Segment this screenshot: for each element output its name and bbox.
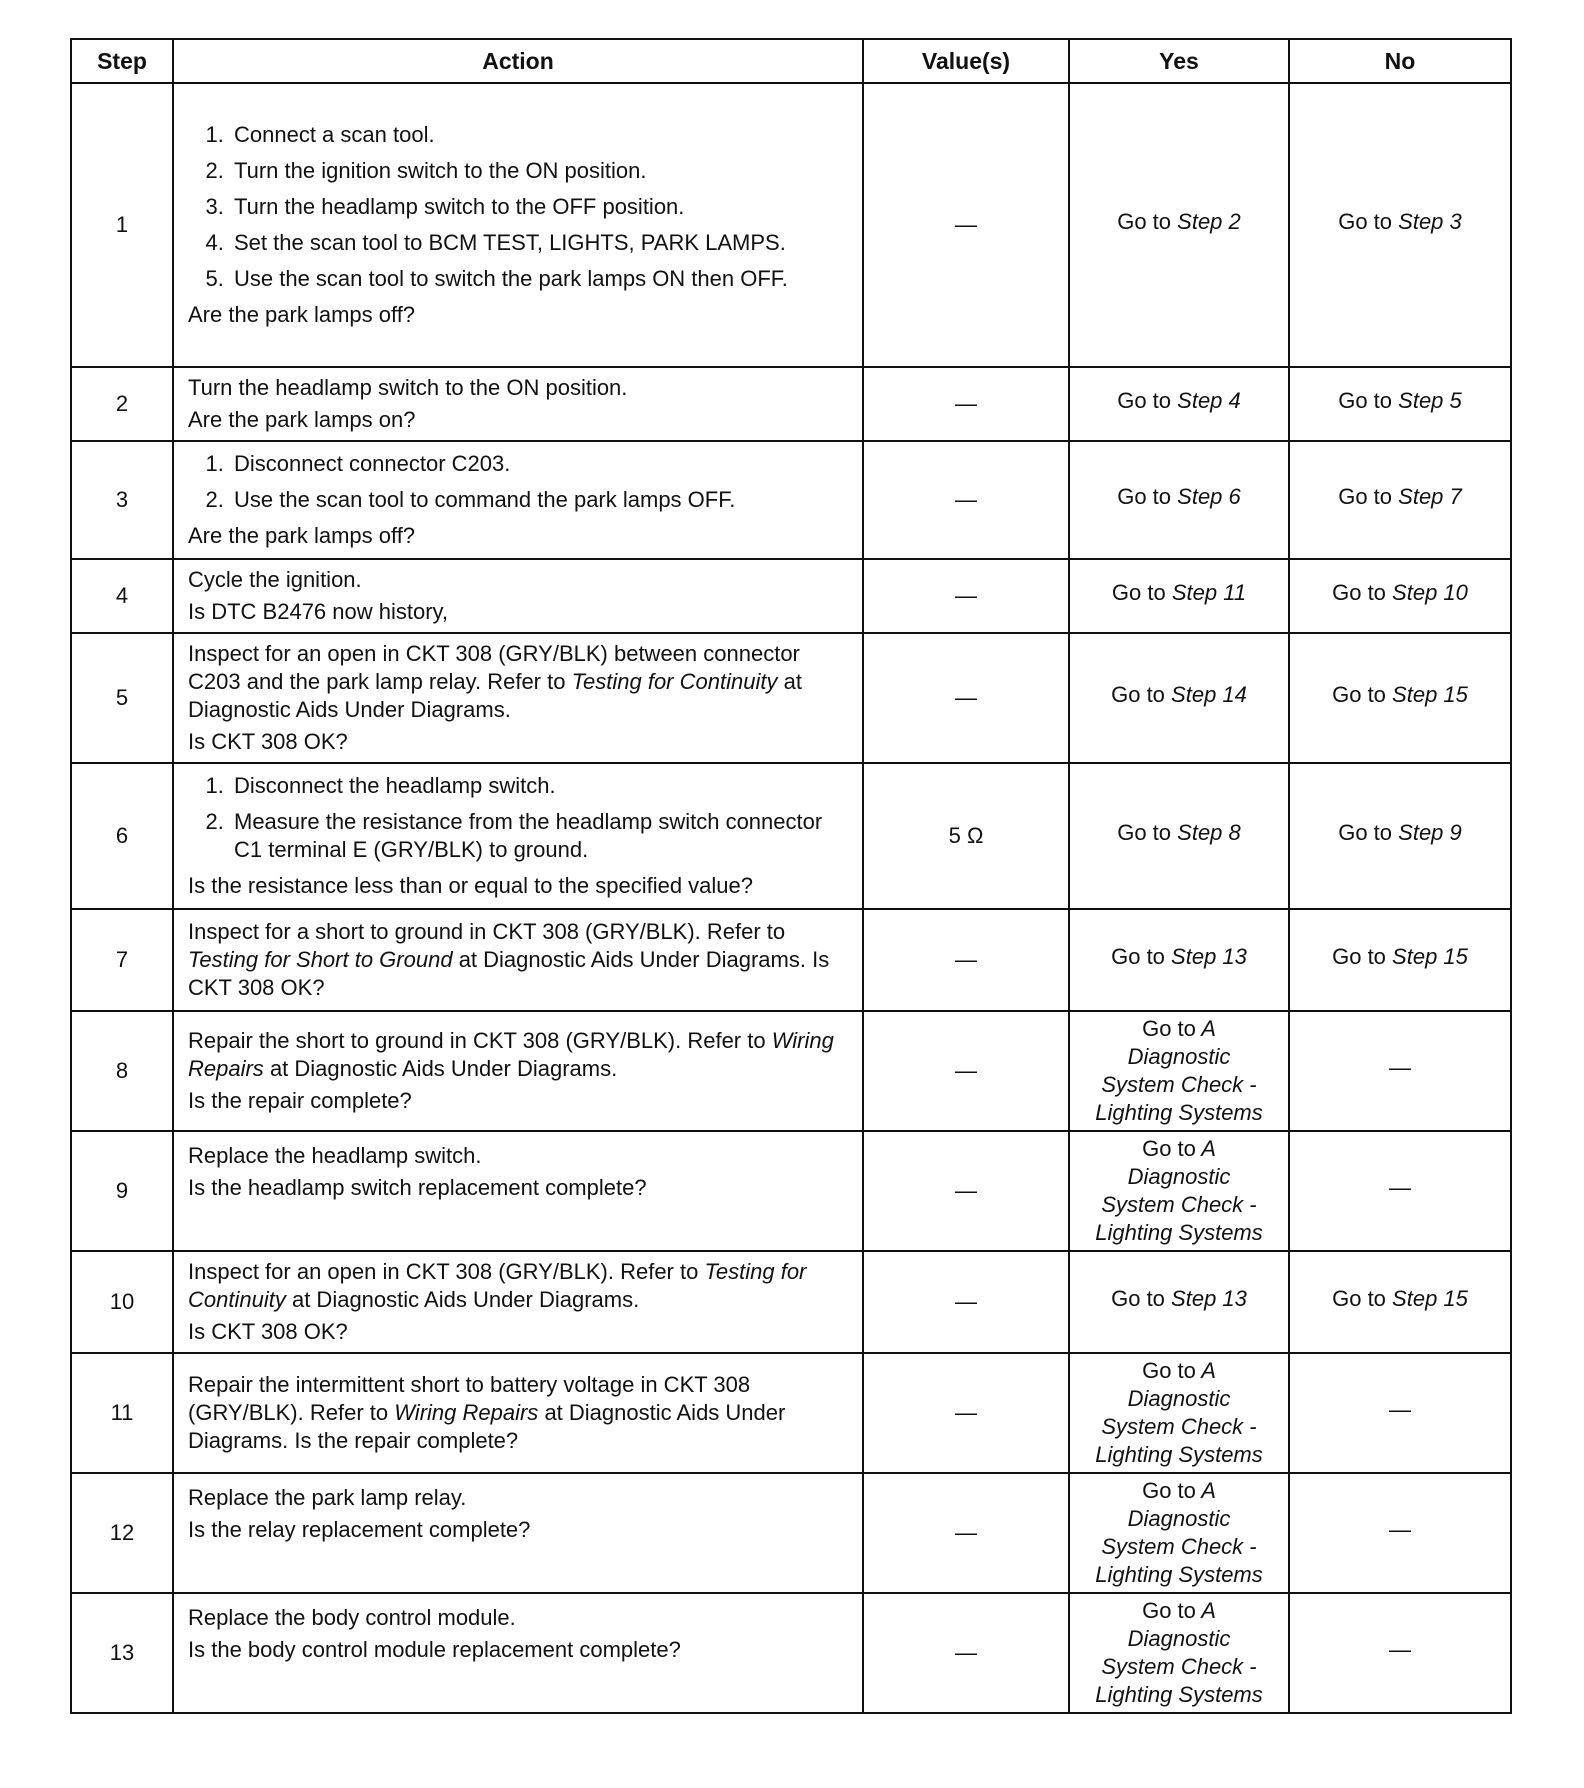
action-question: Is the repair complete?: [294, 1428, 519, 1453]
table-row: [71, 1593, 1511, 1713]
go-to-text: Go to: [1332, 1285, 1386, 1311]
action-item: 3. Turn the headlamp switch to the OFF position.: [230, 193, 848, 221]
reference-link: Testing for Short to Ground: [188, 947, 453, 972]
action-item: 1. Connect a scan tool.: [230, 121, 848, 149]
action-question: Are the park lamps on?: [188, 407, 416, 432]
value-cell: —: [863, 1593, 1069, 1713]
action-item: 4. Set the scan tool to BCM TEST, LIGHTS, PARK LAMPS.: [230, 229, 848, 257]
action-cell: [173, 83, 863, 367]
value-cell: —: [863, 367, 1069, 441]
no-step-ref: Step 5: [1398, 387, 1462, 413]
value-cell: —: [863, 441, 1069, 559]
value-cell: —: [863, 1251, 1069, 1353]
action-text-part: Inspect for an open in CKT 308 (GRY/BLK) between connector C203 and the park lamp relay. Refer to: [188, 641, 800, 694]
value-cell: —: [863, 1131, 1069, 1251]
reference-link: Wiring Repairs: [394, 1400, 539, 1425]
table-row: [71, 1011, 1511, 1131]
action-cell: [173, 1593, 863, 1713]
action-question: Is the headlamp switch replacement complete?: [188, 1175, 647, 1200]
step-number: 10: [71, 1251, 173, 1353]
yes-cell: Go to A Diagnostic System Check - Lighting Systems: [1069, 1011, 1289, 1131]
action-text-part: Inspect for a short to ground in CKT 308 (GRY/BLK). Refer to: [188, 919, 786, 944]
action-cell: [173, 1011, 863, 1131]
table-row: [71, 763, 1511, 909]
yes-cell: Go to A Diagnostic System Check - Lighting Systems: [1069, 1593, 1289, 1713]
value-cell: —: [863, 633, 1069, 763]
value-cell: 5 Ω: [863, 763, 1069, 909]
yes-step-ref: Step 2: [1177, 208, 1241, 234]
value-cell: —: [863, 83, 1069, 367]
step-number: 7: [71, 909, 173, 1011]
action-text: [188, 640, 848, 724]
diagnostic-table: [70, 38, 1512, 1714]
no-step-ref: Step 3: [1398, 208, 1462, 234]
yes-cell: Go to A Diagnostic System Check - Lighting Systems: [1069, 1353, 1289, 1473]
no-cell: —: [1289, 1353, 1511, 1473]
go-to-text: Go to: [1338, 483, 1393, 509]
no-cell: —: [1289, 1473, 1511, 1593]
action-item: 5. Use the scan tool to switch the park lamps ON then OFF.: [230, 265, 848, 293]
go-to-diagnostic: Go to A: [1142, 1135, 1216, 1161]
reference-link: Wiring Repairs: [188, 1028, 834, 1081]
action-question: Are the park lamps off?: [188, 302, 416, 327]
yes-cell: [1069, 1251, 1289, 1353]
action-list: [188, 450, 848, 514]
action-text: Replace the body control module.: [188, 1605, 516, 1630]
value-cell: —: [863, 1473, 1069, 1593]
action-question: Is the relay replacement complete?: [188, 1517, 531, 1542]
header-values: Value(s): [863, 39, 1069, 83]
action-question: Is the resistance less than or equal to the specified value?: [188, 873, 754, 898]
table-row: [71, 559, 1511, 633]
action-cell: [173, 1353, 863, 1473]
no-cell: [1289, 559, 1511, 633]
action-question: Is the body control module replacement complete?: [188, 1637, 681, 1662]
go-to-text: Go to: [1338, 387, 1393, 413]
no-step-ref: Step 7: [1398, 483, 1462, 509]
action-text-part: at Diagnostic Aids Under Diagrams.: [188, 669, 802, 722]
step-number: 6: [71, 763, 173, 909]
go-to-text: Go to: [1117, 387, 1172, 413]
yes-step-ref: Step 4: [1177, 387, 1241, 413]
action-text-part: Repair the intermittent short to battery voltage in CKT 308 (GRY/BLK). Refer to: [188, 1372, 751, 1425]
no-cell: —: [1289, 1593, 1511, 1713]
reference-link: Testing for Continuity: [571, 669, 778, 694]
header-yes: Yes: [1069, 39, 1289, 83]
go-to-text: Go to: [1332, 579, 1386, 605]
step-number: 3: [71, 441, 173, 559]
table-row: [71, 1473, 1511, 1593]
table-row: [71, 633, 1511, 763]
table-row: [71, 83, 1511, 367]
table-row: [71, 1131, 1511, 1251]
action-question: Is CKT 308 OK?: [188, 729, 348, 754]
no-cell: [1289, 367, 1511, 441]
value-cell: —: [863, 1353, 1069, 1473]
yes-cell: [1069, 559, 1289, 633]
action-text: [188, 1027, 848, 1083]
reference-link: Testing for Continuity: [188, 1259, 807, 1312]
go-to-text: Go to: [1332, 943, 1386, 969]
action-item: 2. Use the scan tool to command the park lamps OFF.: [230, 486, 848, 514]
value-cell: —: [863, 1011, 1069, 1131]
yes-step-ref: Step 8: [1177, 819, 1241, 845]
step-number: 11: [71, 1353, 173, 1473]
no-cell: [1289, 1251, 1511, 1353]
yes-cell: [1069, 909, 1289, 1011]
header-step: Step: [71, 39, 173, 83]
action-item: 2. Measure the resistance from the headlamp switch connector C1 terminal E (GRY/BLK) to ground.: [230, 808, 848, 864]
action-cell: [173, 559, 863, 633]
yes-cell: [1069, 633, 1289, 763]
go-to-diagnostic: Go to A: [1142, 1357, 1216, 1383]
action-cell: [173, 633, 863, 763]
step-number: 1: [71, 83, 173, 367]
action-cell: [173, 1473, 863, 1593]
step-number: 13: [71, 1593, 173, 1713]
action-text: [188, 918, 848, 1002]
action-text: Turn the headlamp switch to the ON position.: [188, 375, 628, 400]
action-text-part: Inspect for an open in CKT 308 (GRY/BLK). Refer to: [188, 1259, 699, 1284]
header-row: [71, 39, 1511, 83]
yes-step-ref: Step 14: [1171, 681, 1247, 707]
yes-cell: [1069, 367, 1289, 441]
table-row: [71, 1251, 1511, 1353]
table-row: [71, 441, 1511, 559]
yes-step-ref: Step 6: [1177, 483, 1241, 509]
step-number: 12: [71, 1473, 173, 1593]
value-cell: —: [863, 909, 1069, 1011]
yes-cell: [1069, 441, 1289, 559]
action-text: Cycle the ignition.: [188, 567, 362, 592]
action-text-part: at Diagnostic Aids Under Diagrams.: [269, 1056, 618, 1081]
table-row: [71, 367, 1511, 441]
header-action: Action: [173, 39, 863, 83]
no-step-ref: Step 10: [1392, 579, 1468, 605]
no-cell: [1289, 633, 1511, 763]
action-list: [188, 772, 848, 864]
yes-cell: [1069, 763, 1289, 909]
action-cell: [173, 763, 863, 909]
go-to-diagnostic: Go to A: [1142, 1477, 1216, 1503]
action-text: Replace the park lamp relay.: [188, 1485, 467, 1510]
table-row: [71, 909, 1511, 1011]
go-to-text: Go to: [1111, 943, 1165, 969]
action-text: [188, 1371, 848, 1455]
action-text-part: at Diagnostic Aids Under Diagrams.: [458, 947, 806, 972]
header-no: No: [1289, 39, 1511, 83]
step-number: 8: [71, 1011, 173, 1131]
go-to-text: Go to: [1111, 681, 1165, 707]
go-to-text: Go to: [1338, 819, 1393, 845]
no-cell: —: [1289, 1011, 1511, 1131]
action-text-part: Repair the short to ground in CKT 308 (GRY/BLK). Refer to: [188, 1028, 766, 1053]
yes-step-ref: Step 11: [1171, 579, 1247, 605]
action-item: 1. Disconnect connector C203.: [230, 450, 848, 478]
no-cell: [1289, 83, 1511, 367]
yes-cell: [1069, 83, 1289, 367]
go-to-text: Go to: [1338, 208, 1393, 234]
yes-cell: Go to A Diagnostic System Check - Lighting Systems: [1069, 1131, 1289, 1251]
action-question: Is CKT 308 OK?: [188, 1319, 348, 1344]
no-step-ref: Step 15: [1392, 681, 1468, 707]
action-cell: [173, 441, 863, 559]
no-step-ref: Step 15: [1392, 1285, 1468, 1311]
action-text-part: at Diagnostic Aids Under Diagrams.: [188, 1400, 786, 1453]
yes-step-ref: Step 13: [1171, 943, 1247, 969]
yes-cell: Go to A Diagnostic System Check - Lighting Systems: [1069, 1473, 1289, 1593]
step-number: 4: [71, 559, 173, 633]
yes-step-ref: Step 13: [1171, 1285, 1247, 1311]
action-text: Replace the headlamp switch.: [188, 1143, 482, 1168]
action-item: 1. Disconnect the headlamp switch.: [230, 772, 848, 800]
go-to-text: Go to: [1111, 579, 1166, 605]
step-number: 2: [71, 367, 173, 441]
step-number: 5: [71, 633, 173, 763]
no-step-ref: Step 9: [1398, 819, 1462, 845]
no-cell: —: [1289, 1131, 1511, 1251]
action-item: 2. Turn the ignition switch to the ON position.: [230, 157, 848, 185]
step-number: 9: [71, 1131, 173, 1251]
go-to-text: Go to: [1332, 681, 1386, 707]
go-to-text: Go to: [1117, 819, 1172, 845]
go-to-text: Go to: [1111, 1285, 1165, 1311]
no-step-ref: Step 15: [1392, 943, 1468, 969]
table-row: [71, 1353, 1511, 1473]
no-cell: [1289, 441, 1511, 559]
action-cell: [173, 1251, 863, 1353]
action-question: Is CKT 308 OK?: [188, 947, 830, 1000]
action-question: Are the park lamps off?: [188, 523, 416, 548]
action-text-part: at Diagnostic Aids Under Diagrams.: [291, 1287, 640, 1312]
action-question: Is DTC B2476 now history,: [188, 599, 449, 624]
action-text: [188, 1258, 848, 1314]
go-to-diagnostic: Go to A: [1142, 1015, 1216, 1041]
go-to-text: Go to: [1117, 208, 1172, 234]
go-to-diagnostic: Go to A: [1142, 1597, 1216, 1623]
action-list: [188, 121, 848, 293]
action-cell: [173, 909, 863, 1011]
no-cell: [1289, 763, 1511, 909]
action-question: Is the repair complete?: [188, 1088, 412, 1113]
go-to-text: Go to: [1117, 483, 1172, 509]
value-cell: —: [863, 559, 1069, 633]
action-cell: [173, 367, 863, 441]
action-cell: [173, 1131, 863, 1251]
no-cell: [1289, 909, 1511, 1011]
